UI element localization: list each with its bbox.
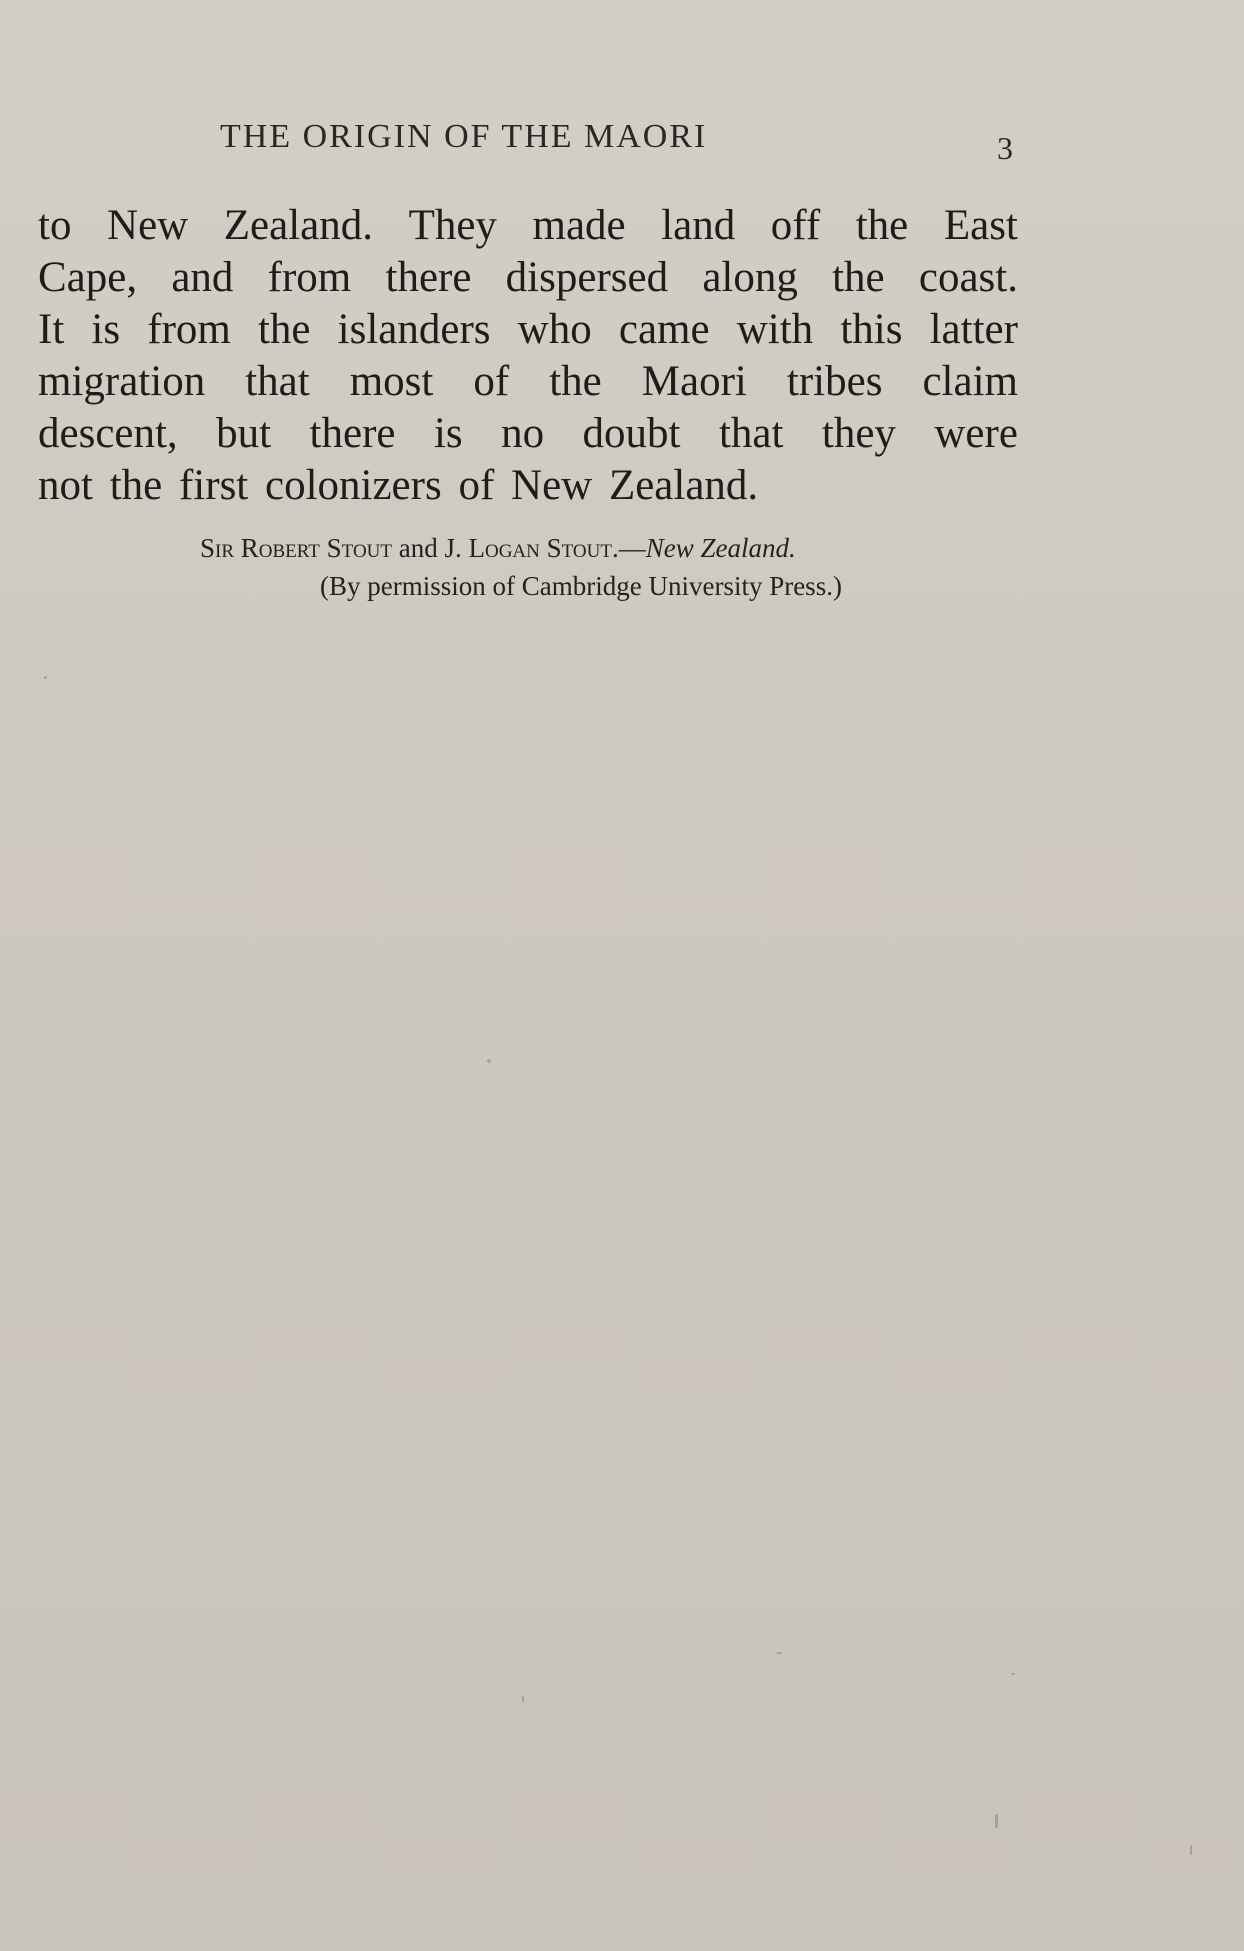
- word: doubt: [582, 410, 681, 457]
- word: the: [855, 202, 909, 249]
- word: East: [943, 202, 1018, 249]
- text-line: [38, 408, 1018, 460]
- word: no: [501, 410, 545, 457]
- text-line: [38, 356, 1018, 408]
- word: Cape,: [38, 254, 138, 301]
- word: It: [38, 306, 65, 353]
- word: Zealand.: [223, 202, 374, 249]
- final-line-text: not the first colonizers of New Zealand.: [38, 462, 759, 509]
- paper-speck: [487, 1059, 491, 1063]
- paper-speck: [1190, 1845, 1192, 1855]
- word: from: [147, 306, 231, 353]
- word: to: [38, 202, 72, 249]
- word: off: [770, 202, 821, 249]
- word: descent,: [38, 410, 178, 457]
- paper-speck: [522, 1695, 524, 1703]
- word: the: [257, 306, 311, 353]
- word: migration: [38, 358, 206, 405]
- citation-conjunction: and: [392, 533, 445, 563]
- word: the: [832, 254, 885, 301]
- word: most: [349, 358, 434, 405]
- word: the: [549, 358, 602, 405]
- paper-speck: [44, 676, 47, 679]
- running-head: THE ORIGIN OF THE MAORI: [220, 118, 708, 155]
- page-number: 3: [997, 130, 1013, 166]
- word: claim: [922, 358, 1018, 405]
- word: they: [821, 410, 896, 457]
- text-line: [38, 200, 1018, 252]
- word: with: [736, 306, 814, 353]
- citation-author: Sir Robert Stout: [200, 533, 392, 563]
- word: along: [702, 254, 798, 301]
- word: that: [245, 358, 310, 405]
- word: but: [216, 410, 272, 457]
- paper-speck: [995, 1814, 998, 1828]
- word: were: [934, 410, 1018, 457]
- word: tribes: [786, 358, 883, 405]
- word: made: [532, 202, 626, 249]
- word: who: [517, 306, 592, 353]
- word: came: [618, 306, 710, 353]
- body-paragraph: [38, 200, 1018, 512]
- word: land: [661, 202, 736, 249]
- paper-speck: [776, 1652, 782, 1654]
- text-line: [38, 460, 1018, 512]
- word: that: [718, 410, 784, 457]
- word: and: [171, 254, 234, 301]
- word: is: [433, 410, 463, 457]
- citation-permission: (By permission of Cambridge University Press.): [320, 571, 842, 601]
- citation-author: J. Logan Stout: [444, 533, 612, 563]
- citation-work-title: New Zealand.: [645, 533, 796, 563]
- paper-speck: [1011, 1673, 1015, 1675]
- word: Maori: [641, 358, 747, 405]
- citation-attribution: [200, 528, 796, 568]
- word: coast.: [918, 254, 1018, 301]
- citation-separator: .—: [611, 533, 646, 563]
- word: islanders: [337, 306, 491, 353]
- word: latter: [929, 306, 1018, 353]
- text-line: [38, 252, 1018, 304]
- word: of: [473, 358, 510, 405]
- word: from: [267, 254, 352, 301]
- word: They: [408, 202, 497, 249]
- word: there: [385, 254, 472, 301]
- word: dispersed: [505, 254, 669, 301]
- text-line: [38, 304, 1018, 356]
- word: is: [91, 306, 121, 353]
- word: there: [309, 410, 396, 457]
- word: this: [840, 306, 903, 353]
- word: New: [107, 202, 189, 249]
